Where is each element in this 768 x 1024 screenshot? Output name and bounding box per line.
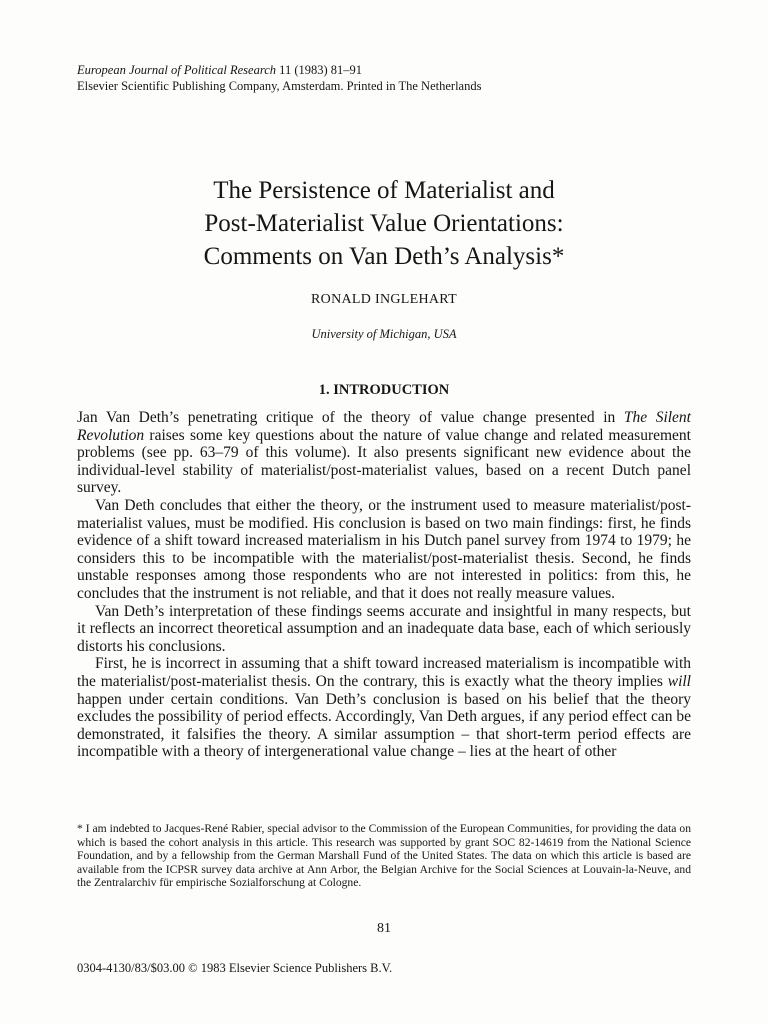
author-name: RONALD INGLEHART [311,292,457,307]
journal-citation [77,62,481,78]
footnote: * I am indebted to Jacques-René Rabier, special advisor to the Commission of the European Communities, for providing the data on which is based the cohort analysis in this article. This research was supported by grant SOC 82-14619 from the National Science Foundation, and by a fellowship from the German Marshall Fund of the United States. The data on which this article is based are available from the ICPSR survey data archive at Ann Arbor, the Belgian Archive for the Social Sciences at Louvain-la-Neuve, and the Zentralarchiv für empirische Sozialforschung at Cologne. [77,822,691,890]
paragraph-4 [77,655,691,761]
paragraph-4-text-b: happen under certain conditions. Van Deth’s conclusion is based on his belief that the theory excludes the possibility of period effects. Accordingly, Van Deth argues, if any period effect can be demonstrated, it falsifies the theory. A similar assumption – that short-term period effects are incompatible with a theory of intergenerational value change – lies at the heart of other [77,690,691,761]
section-heading: 1. INTRODUCTION [318,382,450,398]
book-title-emphasis: The Silent Revolution [77,409,691,444]
page-number: 81 [377,921,391,936]
title-line-3: Comments on Van Deth’s Analysis* [203,243,565,270]
journal-name: European Journal of Political Research [77,63,277,77]
paragraph-3: Van Deth’s interpretation of these findings seems accurate and insightful in many respects, but it reflects an incorrect theoretical assumption and an inadequate data base, each of which seriously distorts his conclusions. [77,602,691,655]
journal-header [77,62,481,94]
article-body [77,409,691,761]
author-affiliation: University of Michigan, USA [311,327,457,341]
article-title [0,174,768,273]
paragraph-4-text-a: First, he is incorrect in assuming that a shift toward increased materialism is incompatible with the materialist/post-materialist thesis. On the contrary, this is exactly what the theory implies [77,655,691,690]
will-emphasis: will [667,672,691,690]
paragraph-1 [77,409,691,497]
copyright-line: 0304-4130/83/$03.00 © 1983 Elsevier Science Publishers B.V. [77,961,393,975]
title-line-2: Post-Materialist Value Orientations: [204,210,564,237]
journal-volume: 11 (1983) 81–91 [276,63,363,77]
paragraph-2: Van Deth concludes that either the theory, or the instrument used to measure materialist/post-materialist values, must be modified. His conclusion is based on two main findings: first, he finds evidence of a shift toward increased materialism in his Dutch panel survey from 1974 to 1979; he considers this to be incompatible with the materialist/post-materialist thesis. Second, he finds unstable responses among those respondents who are not interested in politics: from this, he concludes that the instrument is not reliable, and that it does not really measure values. [77,496,691,602]
publisher-line: Elsevier Scientific Publishing Company, Amsterdam. Printed in The Netherlands [77,79,482,93]
title-line-1: The Persistence of Materialist and [213,177,555,204]
paragraph-1-text-b: raises some key questions about the nature of value change and related measurement problems (see pp. 63–79 of this volume). It also presents significant new evidence about the individual-level stability of materialist/post-materialist values, based on a recent Dutch panel survey. [77,426,691,497]
paragraph-1-text-a: Jan Van Deth’s penetrating critique of the theory of value change presented in [77,409,624,426]
